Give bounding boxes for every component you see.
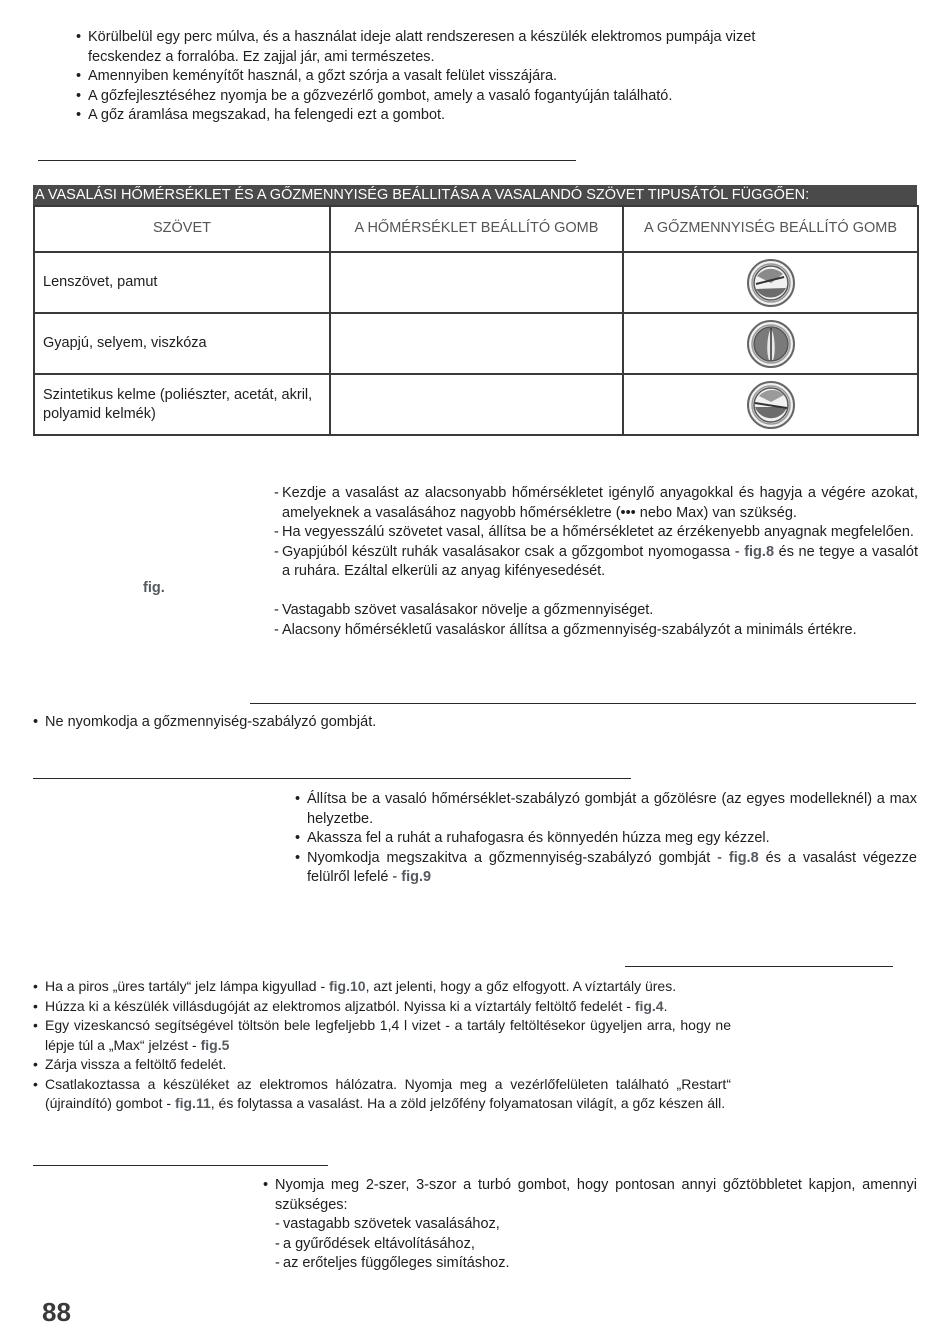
section-divider — [625, 966, 893, 967]
column-header: A HŐMÉRSÉKLET BEÁLLÍTÓ GOMB — [330, 206, 623, 252]
fabric-cell: Szintetikus kelme (poliészter, acetát, akril, polyamid kelmék) — [34, 374, 330, 435]
list-item — [33, 1075, 731, 1114]
figure-reference: fig. — [143, 580, 165, 596]
section-divider — [38, 160, 576, 161]
list-item-text: , és folytassa a vasalást. Ha a zöld jelzőfény folyamatosan világít, a gőz készen áll. — [210, 1095, 726, 1111]
list-item: - a gyűrődések eltávolításához, — [275, 1235, 917, 1255]
list-item-text: Nyomkodja megszakitva a gőzmennyiség-szabályzó gombját - — [307, 849, 722, 866]
list-item: • Akassza fel a ruhát a ruhafogasra és könnyedén húzza meg egy kézzel. — [295, 829, 917, 849]
fabric-cell: Lenszövet, pamut — [34, 252, 330, 313]
list-item: • Zárja vissza a feltöltő fedelét. — [33, 1055, 731, 1075]
list-item: - vastagabb szövetek vasalásához, — [275, 1215, 917, 1235]
turbo-section — [263, 1176, 917, 1274]
fabric-cell: Gyapjú, selyem, viszkóza — [34, 313, 330, 374]
temperature-cell — [330, 252, 623, 313]
turbo-list — [263, 1176, 917, 1215]
list-item-text: és ne tegye a vasalót a ruhára. Ezáltal elkerüli az anyag kifényesedését. — [282, 543, 918, 579]
figure-reference: fig.10 — [329, 978, 366, 994]
ironing-tips — [274, 484, 918, 640]
turbo-sublist — [275, 1215, 917, 1274]
column-header: SZÖVET — [34, 206, 330, 252]
section-divider — [33, 778, 631, 779]
section-divider — [33, 1165, 328, 1166]
list-item — [295, 849, 917, 888]
steam-cell — [623, 313, 918, 374]
steam-cell — [623, 252, 918, 313]
dial-max-steam-icon — [744, 258, 798, 308]
settings-table — [33, 205, 919, 436]
list-item: • A gőz áramlása megszakad, ha felengedi ezt a gombot. — [76, 106, 766, 126]
temperature-cell — [330, 313, 623, 374]
list-item: • Amennyiben keményítőt használ, a gőzt szórja a vasalt felület visszájára. — [76, 67, 766, 87]
list-item: • Körülbelül egy perc múlva, és a használat ideje alatt rendszeresen a készülék elektromos pumpája vizet fecskendez a forralóba. Ez zajjal jár, ami természetes. — [76, 28, 766, 67]
list-item-text: Ha a piros „üres tartály“ jelz lámpa kigyullad - — [45, 978, 326, 994]
section-divider — [250, 703, 916, 704]
list-item-text: Csatlakoztassa a készüléket az elektromos hálózatra. Nyomja meg a vezérlőfelületen található „Restart“ (újraindító) gombot - — [45, 1075, 731, 1111]
figure-reference: fig.9 — [401, 869, 432, 885]
figure-reference: fig.5 — [200, 1036, 230, 1053]
list-item: • Állítsa be a vasaló hőmérséklet-szabályzó gombját a gőzölésre (az egyes modelleknél) a max helyzetbe. — [295, 790, 917, 829]
list-item: - Gyapjúból készült ruhák vasalásakor csak a gőzgombot nyomogassa - fig.8 és ne tegye a vasalót a ruhára. Ezáltal elkerüli az anyag kifényesedését. — [274, 543, 918, 582]
list-item: • A gőzfejlesztéséhez nyomja be a gőzvezérlő gombot, amely a vasaló fogantyúján található. — [76, 87, 766, 107]
column-header: A GŐZMENNYISÉG BEÁLLÍTÓ GOMB — [623, 206, 918, 252]
list-item-text: , azt jelenti, hogy a gőz elfogyott. A víztartály üres. — [365, 978, 677, 994]
table-row — [34, 313, 918, 374]
list-item-text: és a vasalást végezze felülről lefelé - — [307, 849, 917, 885]
warning-list — [33, 713, 833, 733]
intro-bullet-list — [76, 28, 766, 126]
figure-reference: fig.11 — [174, 1095, 211, 1111]
list-item-text: Húzza ki a készülék villásdugóját az elektromos aljzatból. Nyissa ki a víztartály feltöltő fedelét - — [45, 997, 631, 1014]
table-title: A VASALÁSI HŐMÉRSÉKLET ÉS A GŐZMENNYISÉG BEÁLLITÁSA A VASALANDÓ SZÖVET TIPUSÁTÓL FÜGGŐEN: — [33, 185, 917, 205]
list-item: • Húzza ki a készülék villásdugóját az elektromos aljzatból. Nyissa ki a víztartály feltöltő fedelét - fig.4. — [33, 997, 731, 1017]
list-item-text: Gyapjúból készült ruhák vasalásakor csak a gőzgombot nyomogassa — [282, 543, 731, 560]
list-item: - Ha vegyesszálú szövetet vasal, állítsa be a hőmérsékletet az érzékenyebb anyagnak megfelelően. — [274, 523, 918, 543]
list-item: - Alacsony hőmérsékletű vasaláskor állítsa a gőzmennyiség-szabályzót a minimáls értékre. — [274, 621, 918, 641]
list-item: - Vastagabb szövet vasalásakor növelje a gőzmennyiséget. — [274, 601, 918, 621]
figure-reference: fig.8 — [744, 543, 775, 560]
tips-list — [274, 484, 918, 582]
table-row — [34, 374, 918, 435]
list-item: - Kezdje a vasalást az alacsonyabb hőmérsékletet igénylő anyagokkal és hagyja a végére azokat, amelyeknek a vasalásához nagyobb hőmérsékletre (••• nebo Max) van szükség. — [274, 484, 918, 523]
list-item — [33, 977, 731, 997]
figure-reference: fig.4 — [634, 997, 664, 1014]
steam-cell — [623, 374, 918, 435]
warning-text: • Ne nyomkodja a gőzmennyiség-szabályzó gombját. — [33, 713, 833, 733]
temperature-cell — [330, 374, 623, 435]
tips-list — [274, 601, 918, 640]
list-item — [33, 1016, 731, 1055]
list-item: • Nyomja meg 2-szer, 3-szor a turbó gombot, hogy pontosan annyi gőztöbbletet kapjon, amennyi szükséges: — [263, 1176, 917, 1215]
refill-list — [33, 977, 731, 1114]
page-number: 88 — [42, 1297, 71, 1327]
vertical-steam-list — [295, 790, 917, 888]
dial-medium-steam-icon — [744, 319, 798, 369]
table-row — [34, 252, 918, 313]
dial-min-steam-icon — [744, 380, 798, 430]
list-item: - az erőteljes függőleges simításhoz. — [275, 1254, 917, 1274]
figure-reference: fig.8 — [728, 849, 759, 866]
table-header-row — [34, 206, 918, 252]
list-item-text: Egy vizeskancsó segítségével töltsön bele legfeljebb 1,4 l vizet - a tartály feltöltésekor ügyeljen arra, hogy ne lépje túl a „Max“ jelzést - — [45, 1017, 731, 1053]
